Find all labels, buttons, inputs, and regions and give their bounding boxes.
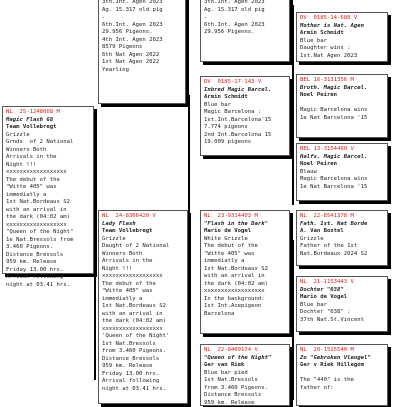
box-text: The debut of the: [204, 243, 286, 251]
pigeon-name: Halfs. Magic Barcel.: [300, 154, 384, 162]
box-text: "Witte 405" was: [102, 288, 184, 296]
box-text: 2nd Int.Barcelona 15: [204, 132, 286, 140]
pigeon-name: "Flash in the Dark": [204, 221, 286, 229]
box-text: Ag. 15.317 old pig: [102, 7, 182, 15]
box-text: In the background:: [204, 296, 286, 304]
owner-name: Team Vollebregt: [6, 124, 90, 132]
box-text: The "440" is the: [300, 377, 384, 385]
pigeon-name: Zo "Gebroken Vleugel": [300, 355, 384, 363]
box-text: Winners Both: [102, 251, 184, 259]
box-text: Magic Barcelona :: [204, 109, 286, 117]
box-text: "Witte 405" was: [6, 184, 90, 192]
box-text: the dark (04:02 am): [6, 214, 90, 222]
ring-number: DV 0185-14-680 V: [300, 15, 384, 23]
box-text: Nat.Bordeaux 2024 S2: [300, 251, 384, 259]
box-text: 'Queen of the Night': [102, 333, 184, 341]
ring-number: NL 23-9314403 M: [204, 213, 286, 221]
box-text: 29.956 Pigeons.: [102, 29, 182, 37]
box-text: with an arrival in: [204, 273, 286, 281]
pedigree-box-dv-143: [200, 76, 290, 156]
box-text: Ag. 15.317 old pig: [204, 7, 286, 15]
box-text: The debut of the: [102, 281, 184, 289]
box-text: 3th.Int. Agen 2023: [204, 0, 286, 7]
pedigree-box-nl-540: [296, 344, 388, 406]
box-text: Friday 13.00 hrs.: [6, 267, 90, 275]
owner-name: Noel Peiren: [300, 161, 384, 169]
box-text: 959 km. Release: [102, 363, 184, 371]
box-text: father of:: [300, 385, 384, 393]
connector-line: [188, 262, 190, 400]
box-text: [300, 370, 384, 378]
ring-number: BEL 13-3154460 V: [300, 146, 384, 154]
box-text: .: [102, 14, 182, 22]
pigeon-name: "Queen of the Night": [204, 355, 286, 363]
box-text: Distance Bressols: [204, 392, 286, 400]
box-text: Distance Bressols: [6, 252, 90, 260]
ring-number: NL 22-8409174 V: [204, 347, 286, 355]
box-text: The debut of the: [6, 177, 90, 185]
box-text: Distance Bressols: [102, 356, 184, 364]
pedigree-box-dv-680: [296, 12, 388, 62]
pigeon-name: Broth. Magic Barcel.: [300, 85, 384, 93]
box-text: immediatly a: [102, 296, 184, 304]
box-text: 1st Nat.Bressols: [102, 341, 184, 349]
box-text: 6th.Int. Agen 2023: [102, 22, 182, 30]
pigeon-name: Mother is Nat. Agen: [300, 23, 384, 31]
box-text: Daught of 2 National: [102, 243, 184, 251]
owner-name: A. Van Boxtel: [300, 228, 384, 236]
box-text: 1st.Nat Agen 2023: [300, 53, 384, 61]
box-text: immediatly a: [204, 258, 286, 266]
ring-number: NL 25-1248068 M: [6, 109, 90, 117]
box-text: Barcelona: [204, 311, 286, 319]
pedigree-box-nl-378: [296, 210, 388, 266]
box-text: with an arrival in: [102, 311, 184, 319]
pigeon-name: Lady Flash: [102, 221, 184, 229]
box-text: Blauw: [300, 169, 384, 177]
ring-number: NL 22-8541378 M: [300, 213, 384, 221]
box-text: Winners Both: [6, 147, 90, 155]
box-text: 1st Nat.Bordeaux S2: [102, 303, 184, 311]
box-text: 6th.Int. Agen 2023: [204, 22, 286, 30]
ring-number: DV 0185-17-143 V: [204, 79, 286, 87]
box-text: White Grizzle: [204, 236, 286, 244]
box-text: Grizzle: [300, 236, 384, 244]
box-text: Dochter "038" :: [300, 309, 384, 317]
box-text: 1e Nat Barcelona '15: [300, 184, 384, 192]
box-text: 8579 Pigeons: [102, 44, 182, 52]
box-text: Blue bar: [300, 38, 384, 46]
box-text: Night !!!: [102, 266, 184, 274]
box-text: Arrivals in the: [102, 258, 184, 266]
box-text: 959 km. Release: [204, 400, 286, 407]
box-text: Magic Barcelona wins: [300, 107, 384, 115]
box-text: the dark (04:02 am): [102, 318, 184, 326]
pedigree-box-queen-of-the-night: [200, 344, 290, 406]
box-text: 19.009 pigeons: [204, 139, 286, 147]
box-text: night at 03.41 hrs.: [102, 386, 184, 394]
box-text: Blue bar: [300, 302, 384, 310]
box-text: Grizzle: [6, 132, 90, 140]
connector-line: [188, 95, 190, 215]
box-text: 1st Nat.Bressols: [204, 377, 286, 385]
box-text: Arrivals in the: [6, 154, 90, 162]
owner-name: Mario de Vogel: [204, 228, 286, 236]
box-text: Grnds of 2 National: [6, 139, 90, 147]
connector-line: [292, 240, 294, 400]
box-text: Arrival following: [102, 378, 184, 386]
box-text: Magic Barcelona wins: [300, 176, 384, 184]
owner-name: Mario de Vogel: [300, 294, 384, 302]
box-text: 1st.Int.Barcelona'15: [204, 117, 286, 125]
box-text: from 3.460 Pigeons.: [102, 348, 184, 356]
connector-line: [94, 145, 96, 380]
box-text: from 3.460 Pigeons.: [204, 385, 286, 393]
box-text: Blue bar pied: [204, 370, 286, 378]
box-text: 1st Nat.Bordeaux S2: [6, 199, 90, 207]
box-text: xxxxxxxxxxxxxxxxxx: [6, 222, 90, 230]
pigeon-name: Fath. 1st. Nat Borde: [300, 221, 384, 229]
owner-name: Ger van Riek: [204, 362, 286, 370]
ring-number: NL 24-8366420 V: [102, 213, 184, 221]
box-text: 959 km. Release: [6, 259, 90, 267]
box-text: Grizzle: [102, 236, 184, 244]
pedigree-box-lady-flash: [98, 210, 188, 404]
box-text: 4th Int. Agen 2023: [102, 37, 182, 45]
box-text: xxxxxxxxxxxxxxxxxx: [204, 288, 286, 296]
pedigree-box-top-left: [98, 0, 186, 104]
box-text: 1st Nat Agen 2022: [102, 59, 182, 67]
box-text: 6th Nat Agen 2022: [102, 52, 182, 60]
box-text: Father of the 1st: [300, 243, 384, 251]
pedigree-box-flash-in-the-dark: [200, 210, 290, 334]
box-text: immediatly a: [6, 192, 90, 200]
box-text: [300, 100, 384, 108]
box-text: 29.956 Pigeons.: [204, 29, 286, 37]
box-text: 3th.Int. Agen 2023: [102, 0, 182, 7]
box-text: Yearling: [102, 67, 182, 75]
pigeon-name: Inbred Magic Barcel.: [204, 87, 286, 95]
pigeon-name: Magic Flash 68: [6, 117, 90, 125]
owner-name: Noel Peiren: [300, 92, 384, 100]
connector-line: [292, 5, 294, 205]
box-text: xxxxxxxxxxxxxxxxxx: [102, 326, 184, 334]
box-text: 1st Nat.Bordeaux S2: [204, 266, 286, 274]
ring-number: NL 21-1153443 V: [300, 279, 384, 287]
box-text: .: [204, 14, 286, 22]
ring-number: NL 20-1515540 M: [300, 347, 384, 355]
box-text: night at 03.41 hrs.: [6, 282, 90, 290]
pedigree-box-main: [2, 106, 94, 274]
owner-name: Ger v Riek Hillegom: [300, 362, 384, 370]
pedigree-box-bel-460: [296, 143, 388, 201]
pedigree-box-top-mid: [200, 0, 290, 62]
box-text: "Witte 405" was: [204, 251, 286, 259]
box-text: 3.460 Pigeons.: [6, 244, 90, 252]
ring-number: BEL 16-3131356 M: [300, 77, 384, 85]
box-text: 37th Nat.St.Vincent: [300, 317, 384, 325]
box-text: the dark (04:02 am): [204, 281, 286, 289]
owner-name: Armin Schmidt: [300, 30, 384, 38]
pedigree-box-nl-443: [296, 276, 388, 332]
owner-name: Team Vollebregt: [102, 228, 184, 236]
box-text: Night !!!: [6, 162, 90, 170]
box-text: Daughter wins :: [300, 45, 384, 53]
box-text: "Queen of the Night": [6, 229, 90, 237]
box-text: Arrival following: [6, 274, 90, 282]
box-text: Blue bar: [204, 102, 286, 110]
pedigree-box-bel-356: [296, 74, 388, 138]
box-text: 1e Nat.Bressols from: [6, 237, 90, 245]
box-text: 1e Nat Barcelona '15: [300, 115, 384, 123]
box-text: xxxxxxxxxxxxxxxxxx: [6, 169, 90, 177]
pigeon-name: Dochter "038": [300, 287, 384, 295]
box-text: 1st Int.Acepigeon: [204, 303, 286, 311]
box-text: xxxxxxxxxxxxxxxxxx: [102, 273, 184, 281]
box-text: 7.774 pigeons: [204, 124, 286, 132]
box-text: Friday 13.00 hrs.: [102, 371, 184, 379]
owner-name: Armin Schmidt: [204, 94, 286, 102]
box-text: with an arrival in: [6, 207, 90, 215]
